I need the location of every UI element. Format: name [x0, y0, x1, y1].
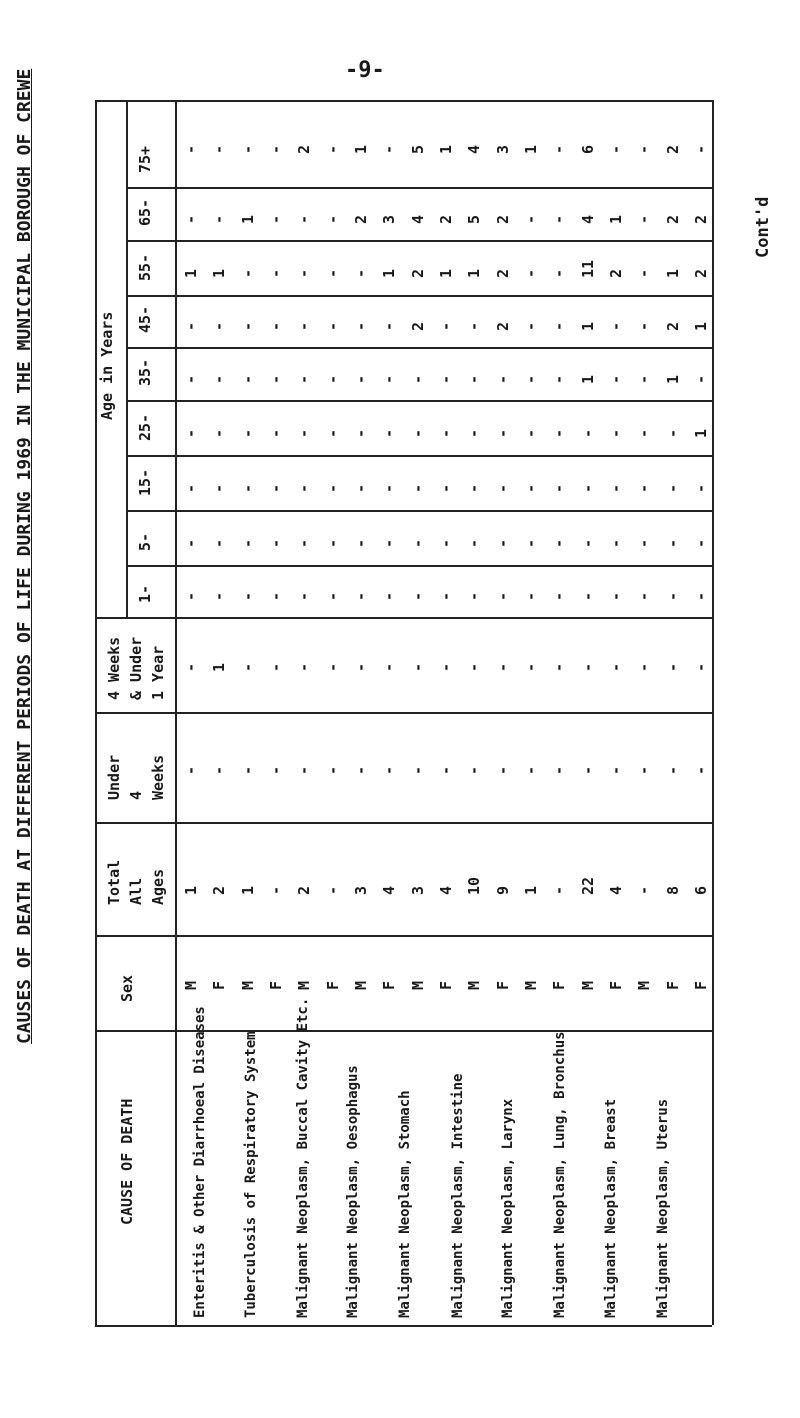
age-cell: - [267, 538, 285, 548]
age-cell: - [522, 214, 540, 224]
age-cell: - [607, 144, 625, 154]
table-rule [126, 240, 712, 242]
under-4-weeks-cell: - [267, 765, 285, 775]
under-4-weeks-cell: - [692, 765, 710, 775]
age-cell: - [267, 321, 285, 331]
weeks-year-cell: - [295, 662, 313, 672]
age-cell: - [267, 591, 285, 601]
age-cell: - [239, 374, 257, 384]
total-cell: 8 [664, 885, 682, 895]
age-cell: - [239, 144, 257, 154]
cause-label: Malignant Neoplasm, Lung, Bronchus [552, 1031, 568, 1318]
under-4-weeks-cell: - [352, 765, 370, 775]
age-cell: - [550, 268, 568, 278]
age-cell: 1 [380, 268, 398, 278]
age-cell: - [210, 214, 228, 224]
age-cell: - [210, 374, 228, 384]
header-age-6: 55- [136, 253, 154, 281]
under-4-weeks-cell: - [182, 765, 200, 775]
total-cell: - [550, 885, 568, 895]
age-cell: 2 [352, 214, 370, 224]
total-cell: - [635, 885, 653, 895]
age-cell: 2 [494, 214, 512, 224]
weeks-year-cell: 1 [210, 662, 228, 672]
age-cell: 5 [409, 144, 427, 154]
sex-cell: M [522, 980, 540, 990]
age-cell: - [579, 428, 597, 438]
age-cell: - [324, 591, 342, 601]
total-cell: 22 [579, 876, 597, 895]
weeks-year-cell: - [692, 662, 710, 672]
sex-cell: M [409, 980, 427, 990]
age-cell: - [437, 483, 455, 493]
age-cell: - [324, 428, 342, 438]
age-cell: 3 [380, 214, 398, 224]
cause-label: Malignant Neoplasm, Oesophagus [345, 1065, 361, 1318]
age-cell: - [494, 483, 512, 493]
age-cell: - [635, 483, 653, 493]
under-4-weeks-cell: - [239, 765, 257, 775]
header-age-5: 45- [136, 305, 154, 333]
age-cell: 1 [664, 268, 682, 278]
age-cell: - [295, 321, 313, 331]
total-cell: 4 [607, 885, 625, 895]
sex-cell: M [579, 980, 597, 990]
total-cell: 10 [465, 876, 483, 895]
age-cell: - [239, 268, 257, 278]
header-4-weeks-1-year: 4 Weeks [105, 636, 123, 700]
age-cell: - [182, 214, 200, 224]
header-under-4-weeks: 4 [127, 790, 145, 800]
age-cell: 1 [692, 321, 710, 331]
age-cell: - [352, 591, 370, 601]
age-cell: - [267, 428, 285, 438]
age-cell: - [239, 591, 257, 601]
header-age-8: 75+ [136, 145, 154, 173]
age-cell: - [550, 374, 568, 384]
total-cell: - [324, 885, 342, 895]
age-cell: 1 [437, 268, 455, 278]
age-cell: 5 [465, 214, 483, 224]
age-cell: 1 [664, 374, 682, 384]
age-cell: - [692, 538, 710, 548]
header-age-in-years: Age in Years [98, 311, 116, 420]
weeks-year-cell: - [607, 662, 625, 672]
table-rule [95, 617, 712, 619]
age-cell: - [295, 538, 313, 548]
age-cell: - [550, 538, 568, 548]
under-4-weeks-cell: - [579, 765, 597, 775]
under-4-weeks-cell: - [210, 765, 228, 775]
header-under-4-weeks: Weeks [149, 754, 167, 800]
age-cell: - [664, 538, 682, 548]
age-cell: - [635, 538, 653, 548]
age-cell: - [465, 538, 483, 548]
age-cell: - [239, 483, 257, 493]
age-cell: - [182, 374, 200, 384]
age-cell: - [494, 538, 512, 548]
weeks-year-cell: - [239, 662, 257, 672]
sex-cell: M [352, 980, 370, 990]
age-cell: - [635, 428, 653, 438]
age-cell: - [494, 428, 512, 438]
sex-cell: M [465, 980, 483, 990]
age-cell: 2 [409, 268, 427, 278]
header-age-3: 25- [136, 413, 154, 441]
header-under-4-weeks: Under [105, 754, 123, 800]
age-cell: - [579, 538, 597, 548]
weeks-year-cell: - [550, 662, 568, 672]
total-cell: 1 [182, 885, 200, 895]
header-age-2: 15- [136, 468, 154, 496]
header-total: Ages [149, 868, 167, 905]
age-cell: - [324, 268, 342, 278]
age-cell: - [182, 144, 200, 154]
age-cell: - [210, 591, 228, 601]
age-cell: - [692, 144, 710, 154]
age-cell: 2 [664, 321, 682, 331]
age-cell: - [635, 374, 653, 384]
age-cell: 1 [239, 214, 257, 224]
age-cell: - [409, 374, 427, 384]
age-cell: - [522, 321, 540, 331]
under-4-weeks-cell: - [295, 765, 313, 775]
weeks-year-cell: - [437, 662, 455, 672]
age-cell: - [664, 591, 682, 601]
table-rule [95, 1325, 712, 1327]
age-cell: - [635, 321, 653, 331]
age-cell: - [550, 483, 568, 493]
age-cell: 2 [295, 144, 313, 154]
age-cell: - [324, 538, 342, 548]
age-cell: - [607, 321, 625, 331]
weeks-year-cell: - [635, 662, 653, 672]
age-cell: - [550, 591, 568, 601]
weeks-year-cell: - [664, 662, 682, 672]
weeks-year-cell: - [522, 662, 540, 672]
age-cell: - [409, 591, 427, 601]
age-cell: - [324, 144, 342, 154]
age-cell: - [409, 483, 427, 493]
age-cell: - [295, 591, 313, 601]
table-rule [126, 100, 128, 617]
age-cell: - [210, 321, 228, 331]
table-rule [126, 187, 712, 189]
table-rule [126, 455, 712, 457]
age-cell: - [210, 483, 228, 493]
cause-label: Malignant Neoplasm, Intestine [450, 1073, 466, 1318]
cause-label: Malignant Neoplasm, Stomach [397, 1090, 413, 1318]
sex-cell: F [437, 980, 455, 990]
age-cell: 2 [664, 214, 682, 224]
age-cell: - [522, 538, 540, 548]
weeks-year-cell: - [182, 662, 200, 672]
age-cell: 4 [409, 214, 427, 224]
age-cell: 2 [692, 268, 710, 278]
age-cell: 1 [579, 374, 597, 384]
age-cell: - [380, 428, 398, 438]
age-cell: - [465, 591, 483, 601]
age-cell: - [352, 428, 370, 438]
sex-cell: F [550, 980, 568, 990]
age-cell: - [579, 483, 597, 493]
age-cell: - [437, 428, 455, 438]
age-cell: - [437, 321, 455, 331]
under-4-weeks-cell: - [324, 765, 342, 775]
page-number: -9- [345, 58, 385, 83]
age-cell: 1 [465, 268, 483, 278]
total-cell: 3 [352, 885, 370, 895]
age-cell: - [182, 538, 200, 548]
age-cell: - [182, 483, 200, 493]
age-cell: - [409, 538, 427, 548]
age-cell: - [295, 483, 313, 493]
total-cell: - [267, 885, 285, 895]
age-cell: - [267, 214, 285, 224]
age-cell: - [465, 321, 483, 331]
under-4-weeks-cell: - [465, 765, 483, 775]
total-cell: 3 [409, 885, 427, 895]
age-cell: - [465, 374, 483, 384]
header-total: Total [105, 859, 123, 905]
age-cell: - [239, 428, 257, 438]
under-4-weeks-cell: - [494, 765, 512, 775]
age-cell: 1 [522, 144, 540, 154]
cause-label: Malignant Neoplasm, Larynx [500, 1098, 516, 1318]
age-cell: - [522, 483, 540, 493]
table-rule [126, 565, 712, 567]
age-cell: - [437, 591, 455, 601]
cause-label: Malignant Neoplasm, Uterus [655, 1098, 671, 1318]
age-cell: - [522, 591, 540, 601]
age-cell: - [664, 483, 682, 493]
header-age-0: 1- [136, 584, 154, 603]
age-cell: 1 [692, 428, 710, 438]
under-4-weeks-cell: - [664, 765, 682, 775]
age-cell: - [550, 214, 568, 224]
age-cell: - [607, 483, 625, 493]
age-cell: 2 [437, 214, 455, 224]
age-cell: 2 [409, 321, 427, 331]
age-cell: - [239, 321, 257, 331]
sex-cell: F [692, 980, 710, 990]
under-4-weeks-cell: - [380, 765, 398, 775]
age-cell: - [380, 591, 398, 601]
age-cell: - [267, 268, 285, 278]
age-cell: - [352, 268, 370, 278]
table-rule [175, 100, 177, 1325]
age-cell: - [210, 428, 228, 438]
cause-label: Tuberculosis of Respiratory System [243, 1031, 259, 1318]
age-cell: 1 [210, 268, 228, 278]
weeks-year-cell: - [267, 662, 285, 672]
weeks-year-cell: - [380, 662, 398, 672]
age-cell: 4 [579, 214, 597, 224]
total-cell: 4 [380, 885, 398, 895]
age-cell: - [494, 591, 512, 601]
age-cell: - [182, 321, 200, 331]
age-cell: - [295, 428, 313, 438]
age-cell: - [380, 538, 398, 548]
age-cell: - [295, 268, 313, 278]
total-cell: 2 [210, 885, 228, 895]
age-cell: 2 [494, 321, 512, 331]
weeks-year-cell: - [465, 662, 483, 672]
age-cell: 11 [579, 259, 597, 278]
under-4-weeks-cell: - [607, 765, 625, 775]
table-title: CAUSES OF DEATH AT DIFFERENT PERIODS OF LIFE DURING 1969 IN THE MUNICIPAL BOROUGH OF CREWE [14, 68, 35, 1044]
sex-cell: F [607, 980, 625, 990]
age-cell: - [324, 483, 342, 493]
weeks-year-cell: - [409, 662, 427, 672]
age-cell: - [635, 144, 653, 154]
age-cell: - [324, 321, 342, 331]
header-age-7: 65- [136, 198, 154, 226]
header-4-weeks-1-year: & Under [127, 636, 145, 700]
age-cell: 1 [352, 144, 370, 154]
age-cell: 2 [692, 214, 710, 224]
age-cell: - [324, 374, 342, 384]
sex-cell: M [295, 980, 313, 990]
age-cell: - [607, 591, 625, 601]
age-cell: - [522, 268, 540, 278]
age-cell: - [692, 374, 710, 384]
header-age-1: 5- [136, 532, 154, 551]
total-cell: 1 [522, 885, 540, 895]
age-cell: 6 [579, 144, 597, 154]
sex-cell: F [267, 980, 285, 990]
total-cell: 6 [692, 885, 710, 895]
under-4-weeks-cell: - [409, 765, 427, 775]
table-rule [126, 510, 712, 512]
age-cell: - [635, 214, 653, 224]
total-cell: 9 [494, 885, 512, 895]
age-cell: - [267, 483, 285, 493]
sex-cell: F [664, 980, 682, 990]
age-cell: - [607, 374, 625, 384]
sex-cell: F [494, 980, 512, 990]
table-rule [95, 100, 712, 102]
total-cell: 4 [437, 885, 455, 895]
header-sex: Sex [118, 974, 136, 1002]
age-cell: - [324, 214, 342, 224]
age-cell: - [635, 591, 653, 601]
age-cell: 1 [607, 214, 625, 224]
age-cell: - [465, 428, 483, 438]
age-cell: - [437, 374, 455, 384]
table-rule [126, 295, 712, 297]
age-cell: - [437, 538, 455, 548]
age-cell: - [352, 483, 370, 493]
weeks-year-cell: - [494, 662, 512, 672]
sex-cell: F [380, 980, 398, 990]
age-cell: - [635, 268, 653, 278]
header-age-4: 35- [136, 358, 154, 386]
age-cell: - [210, 144, 228, 154]
weeks-year-cell: - [352, 662, 370, 672]
cause-label: Enteritis & Other Diarrhoeal Diseases [192, 1006, 208, 1318]
age-cell: 2 [607, 268, 625, 278]
under-4-weeks-cell: - [522, 765, 540, 775]
age-cell: - [239, 538, 257, 548]
age-cell: - [579, 591, 597, 601]
age-cell: - [522, 374, 540, 384]
table-rule [712, 100, 714, 1325]
cause-label: Malignant Neoplasm, Breast [603, 1098, 619, 1318]
age-cell: 4 [465, 144, 483, 154]
age-cell: - [494, 374, 512, 384]
under-4-weeks-cell: - [635, 765, 653, 775]
continued-note: Cont'd [753, 196, 773, 258]
header-4-weeks-1-year: 1 Year [149, 645, 167, 700]
age-cell: 3 [494, 144, 512, 154]
age-cell: 1 [579, 321, 597, 331]
under-4-weeks-cell: - [550, 765, 568, 775]
sex-cell: M [239, 980, 257, 990]
sex-cell: F [210, 980, 228, 990]
age-cell: - [352, 538, 370, 548]
age-cell: - [550, 144, 568, 154]
age-cell: - [550, 321, 568, 331]
age-cell: - [607, 428, 625, 438]
age-cell: - [182, 591, 200, 601]
weeks-year-cell: - [579, 662, 597, 672]
age-cell: - [267, 144, 285, 154]
age-cell: - [352, 321, 370, 331]
weeks-year-cell: - [324, 662, 342, 672]
under-4-weeks-cell: - [437, 765, 455, 775]
table-rule [126, 400, 712, 402]
header-cause: CAUSE OF DEATH [118, 1098, 136, 1225]
age-cell: - [380, 483, 398, 493]
age-cell: - [267, 374, 285, 384]
age-cell: - [380, 144, 398, 154]
header-total: All [127, 877, 145, 905]
age-cell: 1 [182, 268, 200, 278]
age-cell: 2 [664, 144, 682, 154]
age-cell: - [295, 214, 313, 224]
age-cell: - [352, 374, 370, 384]
total-cell: 2 [295, 885, 313, 895]
age-cell: - [182, 428, 200, 438]
age-cell: - [692, 483, 710, 493]
age-cell: - [550, 428, 568, 438]
age-cell: - [522, 428, 540, 438]
sex-cell: M [182, 980, 200, 990]
age-cell: - [380, 321, 398, 331]
age-cell: - [210, 538, 228, 548]
sex-cell: M [635, 980, 653, 990]
age-cell: - [295, 374, 313, 384]
age-cell: 1 [437, 144, 455, 154]
sex-cell: F [324, 980, 342, 990]
age-cell: - [465, 483, 483, 493]
age-cell: - [664, 428, 682, 438]
age-cell: - [607, 538, 625, 548]
table-rule [95, 712, 712, 714]
total-cell: 1 [239, 885, 257, 895]
cause-label: Malignant Neoplasm, Buccal Cavity Etc. [295, 997, 311, 1318]
table-rule [126, 347, 712, 349]
age-cell: - [692, 591, 710, 601]
age-cell: - [380, 374, 398, 384]
age-cell: - [409, 428, 427, 438]
age-cell: 2 [494, 268, 512, 278]
